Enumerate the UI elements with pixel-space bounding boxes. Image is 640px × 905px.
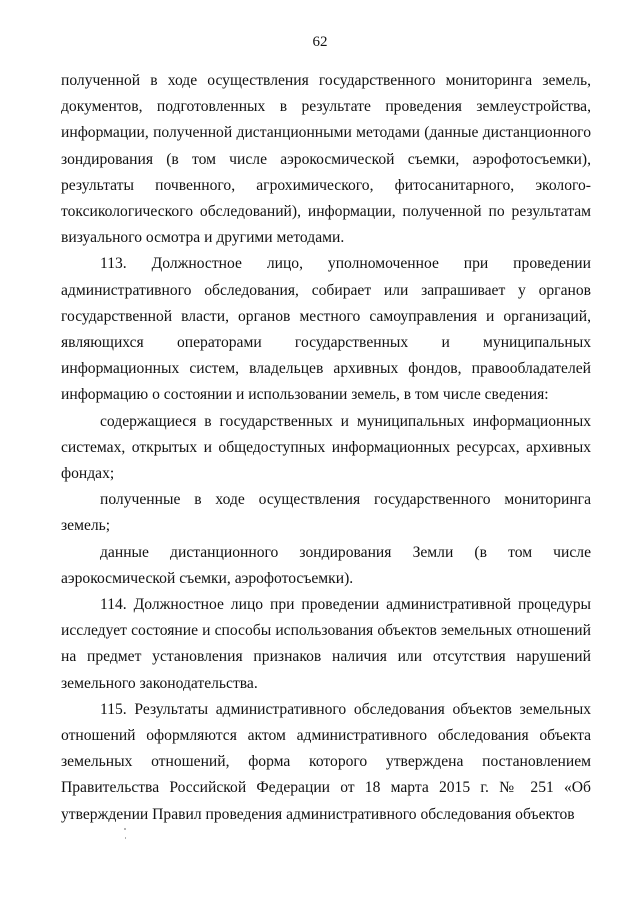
paragraph-113: 113. Должностное лицо, уполномоченное при проведении административного обследования, собирает или запрашивает у органов государственной власти, органов местного самоуправления и организаций, являющихся операторами государственных и муниципальных информационных систем, владельцев архивных фондов, правообладателей информацию о состоянии и использовании земель, в том числе сведения: [61, 255, 591, 404]
list-item-information-systems: содержащиеся в государственных и муниципальных информационных системах, открытых и общедоступных информационных ресурсах, архивных фондах; [61, 412, 591, 483]
document-body [61, 68, 591, 828]
page-number: 62 [312, 34, 328, 50]
paragraph-continuation: полученной в ходе осуществления государственного мониторинга земель, документов, подготовленных в результате проведения землеустройства, информации, полученной дистанционными методами (данные дистанционного зондирования (в том числе аэрокосмической съемки, аэрофотосъемки), результаты почвенного, агрохимического, фитосанитарного, эколого-токсикологического обследований), информации, полученной по результатам визуального осмотра и другими методами. [61, 72, 591, 247]
scan-speck [124, 828, 126, 830]
list-item-monitoring: полученные в ходе осуществления государственного мониторинга земель; [61, 491, 591, 535]
paragraph-115: 115. Результаты административного обследования объектов земельных отношений оформляются актом административного обследования объекта земельных отношений, форма которого утверждена постановлением Правительства Российской Федерации от 18 марта 2015 г. № 251 «Об утверждении Правил проведения административного обследования объектов [61, 700, 591, 823]
list-item-remote-sensing: данные дистанционного зондирования Земли (в том числе аэрокосмической съемки, аэрофотосъемки). [61, 543, 591, 587]
paragraph-114: 114. Должностное лицо при проведении административной процедуры исследует состояние и способы использования объектов земельных отношений на предмет установления признаков наличия или отсутствия нарушений земельного законодательства. [61, 596, 591, 692]
scan-speck [125, 837, 126, 839]
